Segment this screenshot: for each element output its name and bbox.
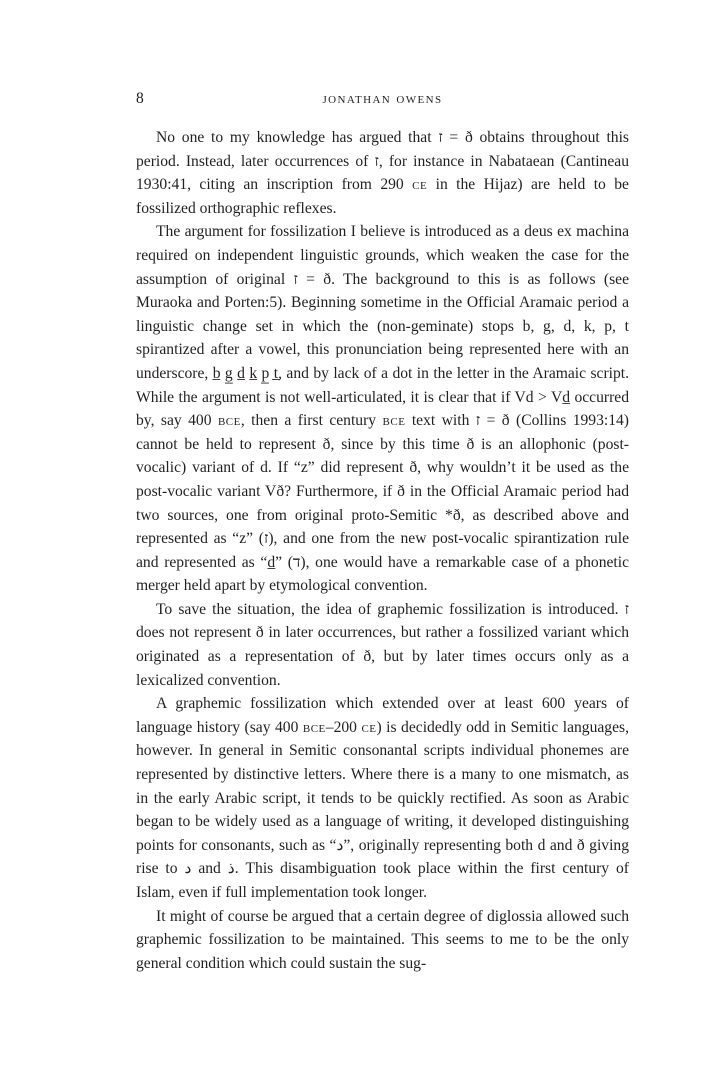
paragraph-4	[136, 692, 629, 904]
body-text	[136, 126, 629, 975]
era-abbreviation: bce	[302, 718, 326, 736]
paragraph-2	[136, 220, 629, 598]
text-run: , then a first century	[240, 412, 383, 430]
era-abbreviation: bce	[217, 412, 241, 430]
running-head	[136, 88, 629, 110]
text-run: text with ז = ð (Collins 1993:14) cannot be held to represent ð, since by this time ð is an allophonic (post-vocalic) variant of d. If “z” did represent ð, why wouldn’t it be used as the post-vocalic variant Vð? Furthermore, if ð in the Official Aramaic period had two sources, one from original proto-Semitic *ð, as described above and represented as “z” (ז), and one from the new post-vocalic spirantization rule and represented as “d̲” (ד), one would have a remarkable case of a phonetic merger held apart by etymological convention.	[136, 412, 629, 595]
era-abbreviation: ce	[361, 718, 377, 736]
text-run: It might of course be argued that a certain degree of diglossia allowed such graphemic fossilization to be maintained. This seems to me to be the only general condition which could sustain the sug-	[136, 907, 629, 972]
text-run: The argument for fossilization I believe is introduced as a deus ex machina required on independent linguistic grounds, which weaken the case for the assumption of original ז = ð. The background to this is as follows (see Muraoka and Porten:5). Beginning sometime in the Official Aramaic period a linguistic change set in which the (non-geminate) stops b, g, d, k, p, t spirantized after a vowel, this pronunciation being represented here with an underscore, b̲ g̲ d̲ k̲ p̲ t̲, and by lack of a dot in the letter in the Aramaic script. While the argument is not well-articulated, it is clear that if Vd > Vd̲ occurred by, say 400	[136, 223, 629, 430]
text-run: A graphemic fossilization which extended over at least 600 years of language history (say 400	[136, 695, 629, 736]
page-number: 8	[136, 90, 144, 107]
text-run: –200	[325, 718, 362, 736]
paragraph-1	[136, 126, 629, 220]
era-abbreviation: ce	[412, 176, 428, 194]
text-run: in the Hijaz) are held to be fossilized orthographic reflexes.	[136, 176, 629, 217]
running-head-author: jonathan owens	[322, 90, 443, 107]
text-run: ) is decidedly odd in Semitic languages, however. In general in Semitic consonantal scripts individual phonemes are represented by distinctive letters. Where there is a many to one mismatch, as in the early Arabic script, it tends to be quickly rectified. As soon as Arabic began to be widely used as a language of writing, it developed distinguishing points for consonants, such as “د”, originally representing both d and ð giving rise to د and ذ. This disambiguation took place within the first century of Islam, even if full implementation took longer.	[136, 718, 630, 901]
text-run: To save the situation, the idea of graphemic fossilization is introduced. ז does not represent ð in later occurrences, but rather a fossilized variant which originated as a representation of ð, but by later times occurs only as a lexicalized convention.	[136, 600, 629, 689]
era-abbreviation: bce	[382, 412, 406, 430]
text-run: No one to my knowledge has argued that ז = ð obtains throughout this period. Instead, later occurrences of ז, for instance in Nabataean (Cantineau 1930:41, citing an inscription from 290	[136, 129, 629, 194]
paragraph-3	[136, 598, 629, 692]
paragraph-5	[136, 905, 629, 976]
